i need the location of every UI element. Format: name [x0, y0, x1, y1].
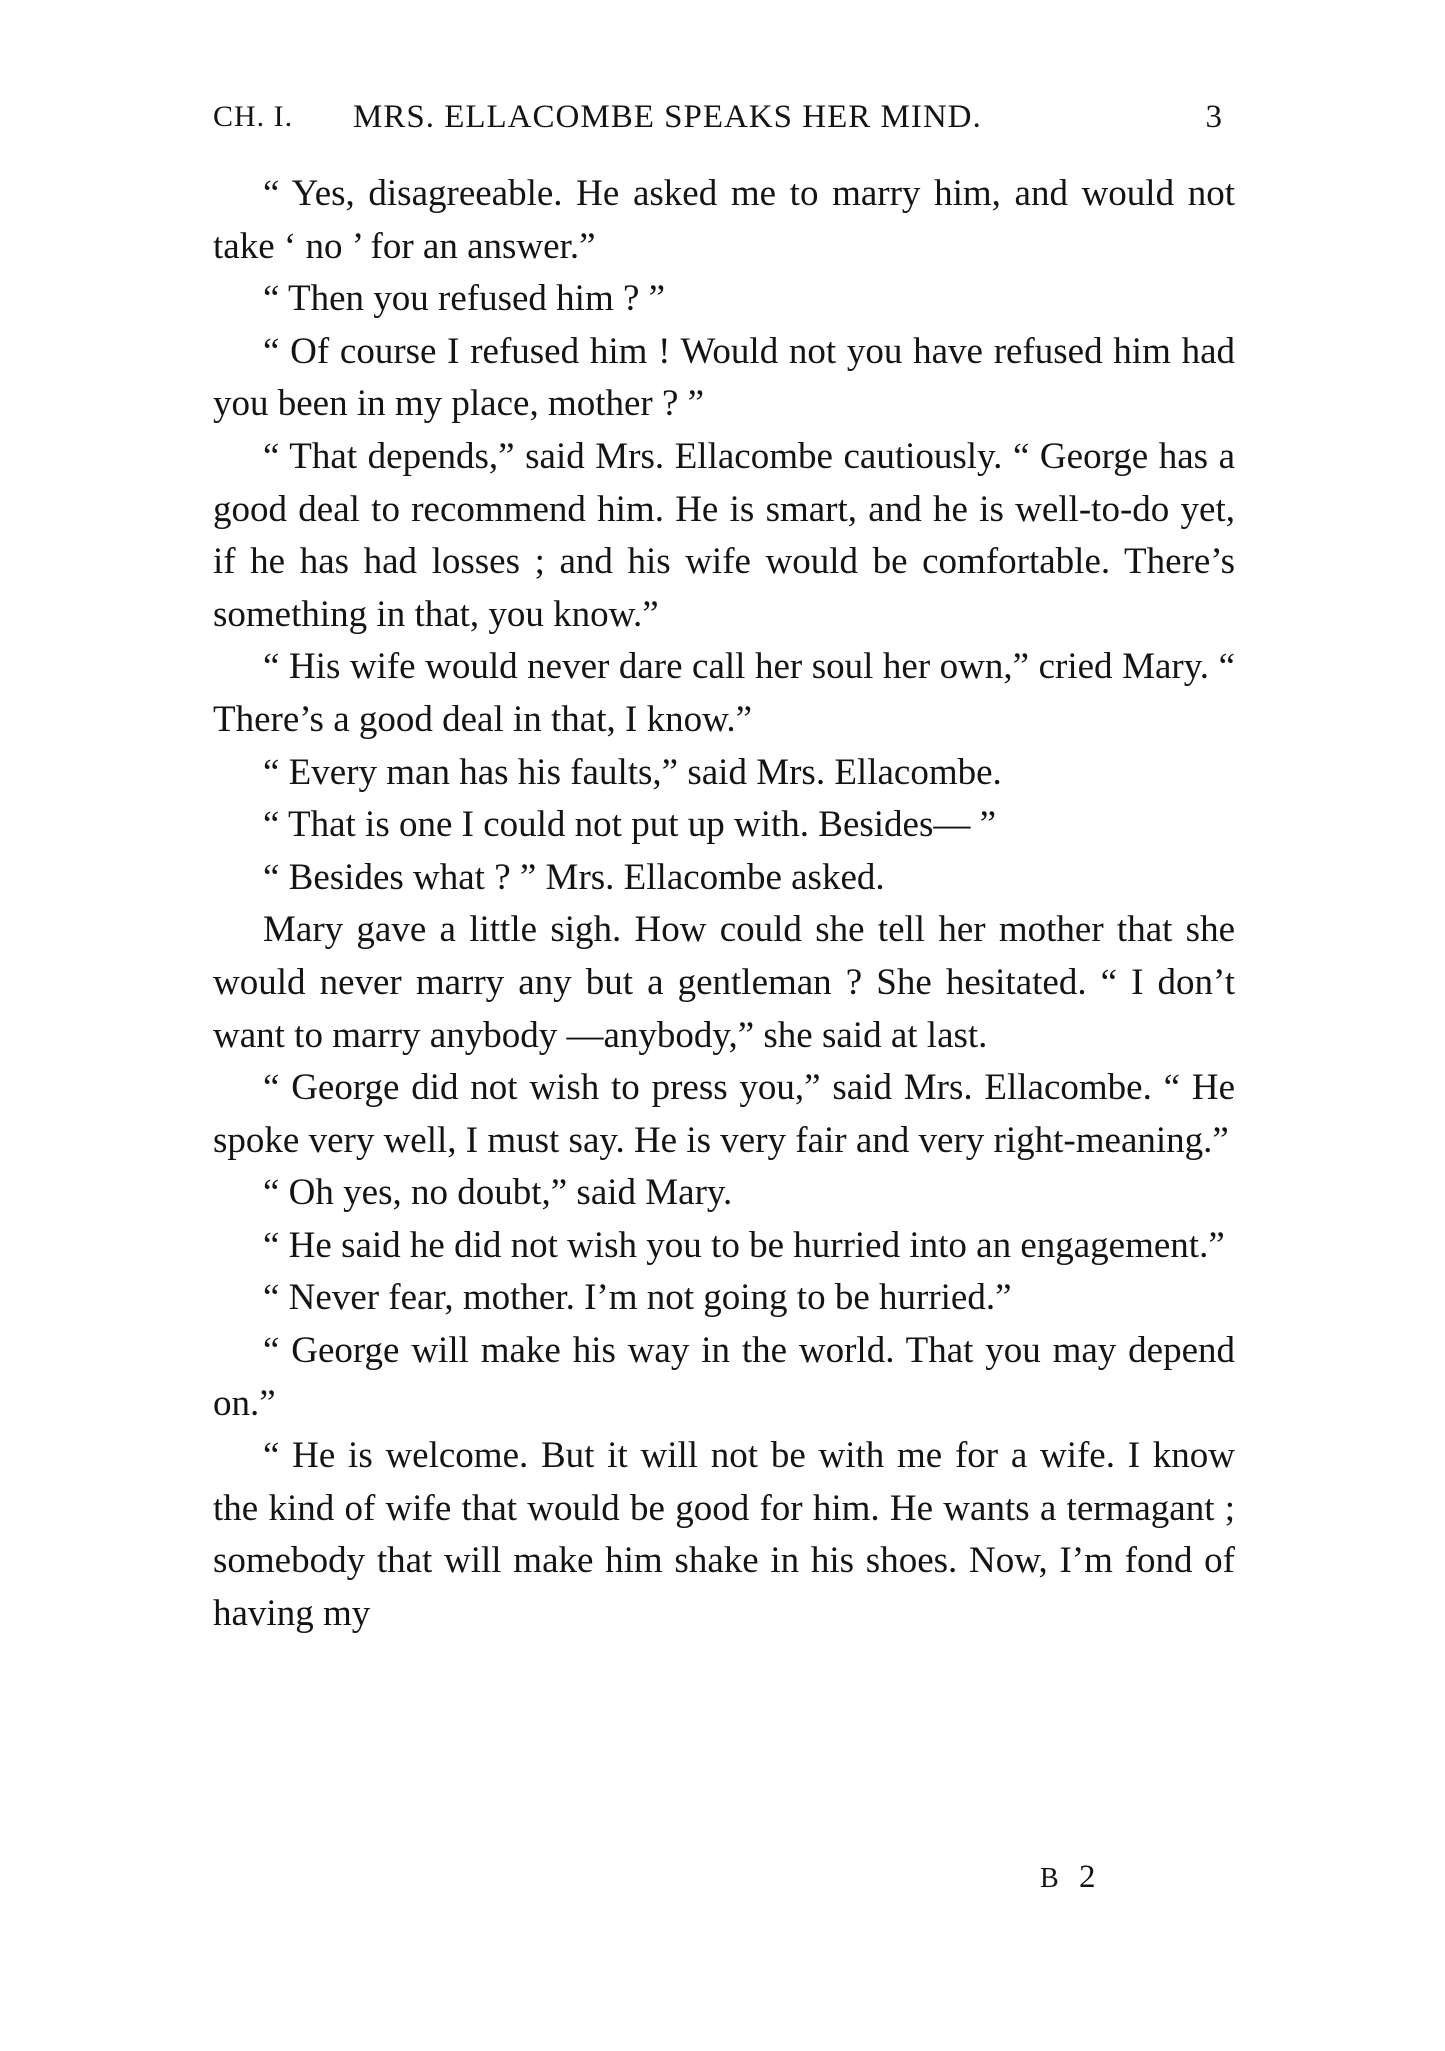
paragraph: “ That depends,” said Mrs. Ellacombe cautiously. “ George has a good deal to recommend him. He is smart, and he is well-to-do yet, if he has had losses ; and his wife would be comfortable. There’s something in that, you know.”	[213, 435, 1235, 635]
paragraph: “ He is welcome. But it will not be with me for a wife. I know the kind of wife that would be good for him. He wants a termagant ; somebody that will make him shake in his shoes. Now, I’m fond of having my	[213, 1435, 1235, 1635]
paragraph: “ George will make his way in the world. That you may depend on.”	[213, 1330, 1235, 1424]
paragraph: Mary gave a little sigh. How could she tell her mother that she would never marry any but a gentleman ? She hesitated. “ I don’t want to marry anybody —anybody,” she said at last.	[213, 909, 1235, 1056]
body-text	[213, 168, 1235, 1641]
page-number: 3	[1205, 99, 1223, 135]
paragraph: “ Every man has his faults,” said Mrs. Ellacombe.	[263, 751, 1002, 793]
paragraph: “ Then you refused him ? ”	[263, 278, 666, 320]
paragraph: “ Of course I refused him ! Would not you have refused him had you been in my place, mother ? ”	[213, 330, 1235, 425]
signature-number: 2	[1078, 1859, 1102, 1895]
paragraph: “ Oh yes, no doubt,” said Mary.	[263, 1172, 733, 1214]
signature-letter: B	[1040, 1863, 1065, 1894]
paragraph: “ Besides what ? ” Mrs. Ellacombe asked.	[263, 856, 885, 898]
paragraph: “ His wife would never dare call her soul her own,” cried Mary. “ There’s a good deal in that, I know.”	[213, 646, 1235, 740]
chapter-title: MRS. ELLACOMBE SPEAKS HER MIND.	[353, 99, 982, 135]
running-head	[213, 92, 1223, 142]
paragraph: “ George did not wish to press you,” said Mrs. Ellacombe. “ He spoke very well, I must say. He is very fair and very right-meaning.”	[213, 1067, 1235, 1161]
chapter-label: CH. I.	[213, 100, 294, 133]
paragraph: “ That is one I could not put up with. Besides— ”	[263, 804, 997, 846]
paragraph: “ Yes, disagreeable. He asked me to marry him, and would not take ‘ no ’ for an answer.”	[213, 173, 1235, 267]
paragraph: “ He said he did not wish you to be hurried into an engagement.”	[263, 1224, 1225, 1266]
paragraph: “ Never fear, mother. I’m not going to be hurried.”	[263, 1277, 1012, 1319]
signature-mark	[1040, 1852, 1101, 1904]
